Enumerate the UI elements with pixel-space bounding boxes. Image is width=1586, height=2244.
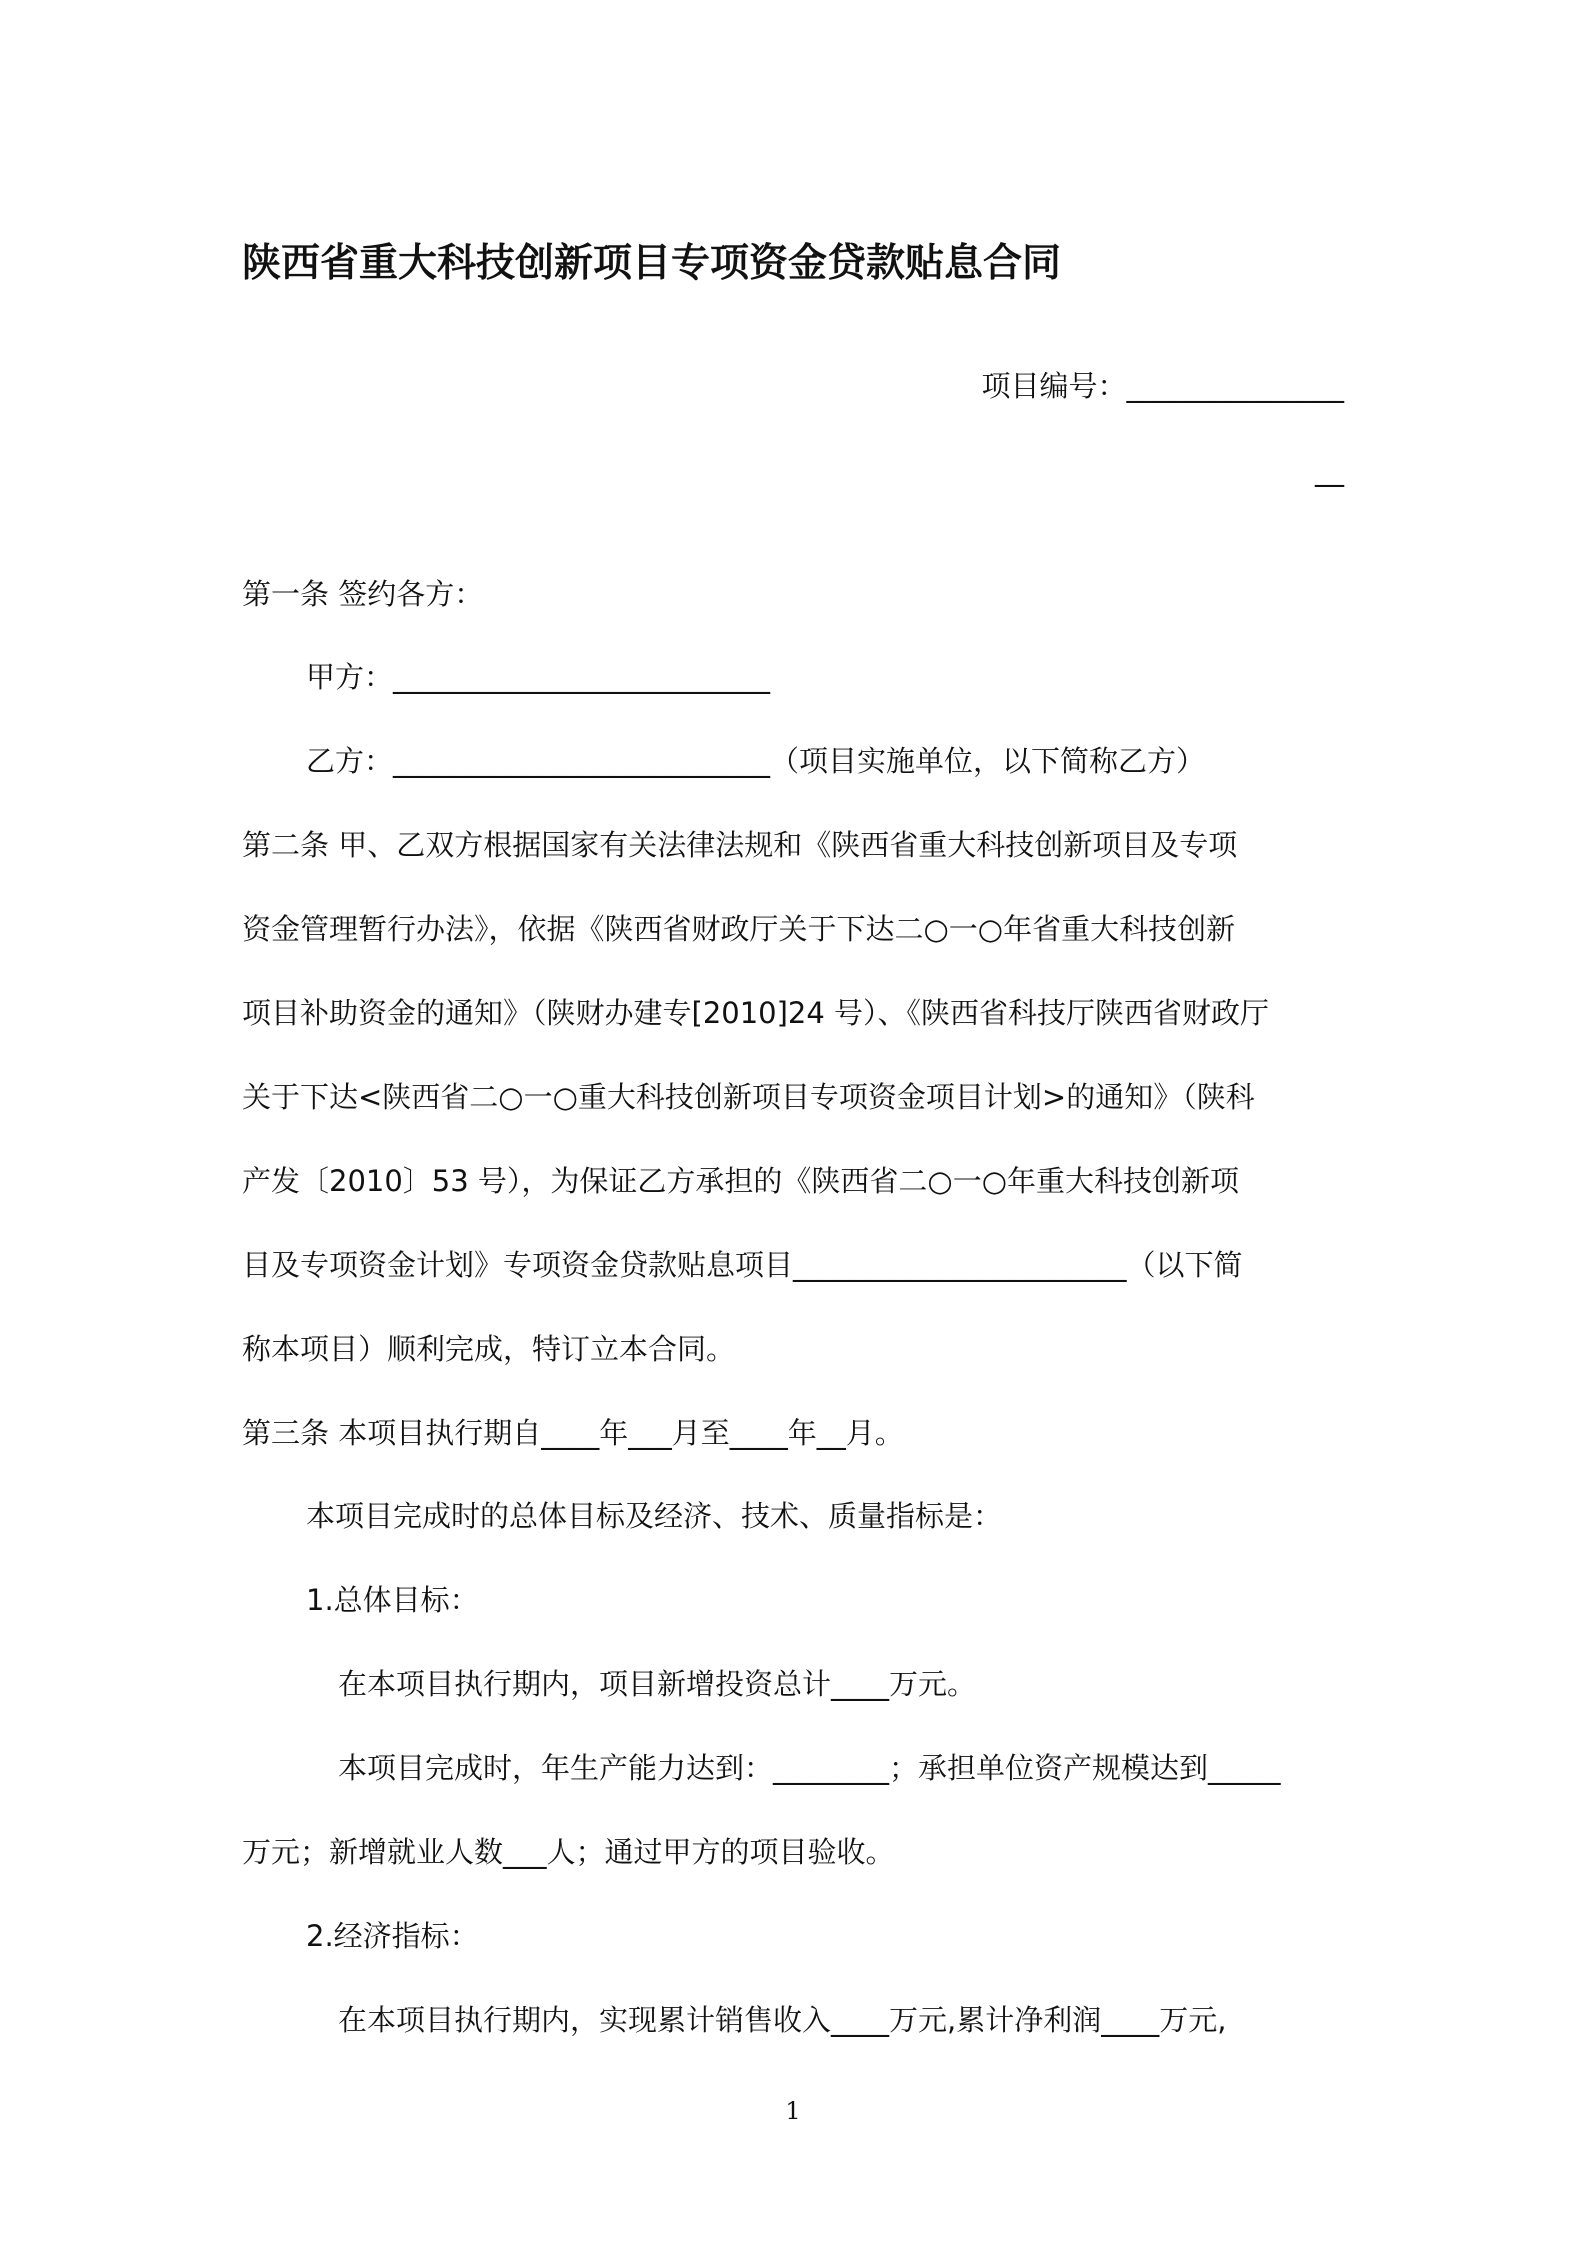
article-2-line-3: 项目补助资金的通知》（陕财办建专[2010]24 号）、《陕西省科技厅陕西省财政厅 [242, 996, 1270, 1030]
overall-goal-heading: 1.总体目标： [306, 1583, 479, 1617]
overall-goal-capacity-cont: 万元；新增就业人数___人；通过甲方的项目验收。 [242, 1835, 895, 1869]
article-2-line-1: 第二条 甲、乙双方根据国家有关法律法规和《陕西省重大科技创新项目及专项 [242, 828, 1238, 862]
party-a-line: 甲方：__________________________ [306, 660, 771, 694]
document-title: 陕西省重大科技创新项目专项资金贷款贴息合同 [242, 241, 1062, 286]
economic-indicators-line: 在本项目执行期内，实现累计销售收入____万元,累计净利润____万元, [338, 2003, 1227, 2037]
page-number: 1 [785, 2097, 801, 2125]
article-2-line-6: 目及专项资金计划》专项资金贷款贴息项目_______________________（以下简 [242, 1248, 1243, 1282]
article-2-line-7: 称本项目）顺利完成，特订立本合同。 [242, 1332, 736, 1366]
economic-indicators-heading: 2.经济指标： [306, 1919, 479, 1953]
article-2-line-5: 产发〔2010〕53 号），为保证乙方承担的《陕西省二○一○年重大科技创新项 [242, 1164, 1240, 1198]
project-number-line: 项目编号：_______________ [981, 369, 1344, 403]
article-2-line-4: 关于下达<陕西省二○一○重大科技创新项目专项资金项目计划>的通知》（陕科 [242, 1080, 1255, 1114]
article-2-line-2: 资金管理暂行办法》，依据《陕西省财政厅关于下达二○一○年省重大科技创新 [242, 912, 1236, 946]
overall-goal-capacity: 本项目完成时，年生产能力达到：________；承担单位资产规模达到_____ [338, 1751, 1281, 1785]
overall-goal-investment: 在本项目执行期内，项目新增投资总计____万元。 [338, 1667, 977, 1701]
article-3-heading: 第三条 本项目执行期自____年___月至____年__月。 [242, 1416, 904, 1450]
party-b-line: 乙方：__________________________（项目实施单位，以下简称乙方） [306, 744, 1206, 778]
article-3-intro: 本项目完成时的总体目标及经济、技术、质量指标是： [306, 1499, 1003, 1533]
project-number-continuation: __ [1315, 453, 1344, 487]
article-1-heading: 第一条 签约各方： [242, 577, 484, 611]
